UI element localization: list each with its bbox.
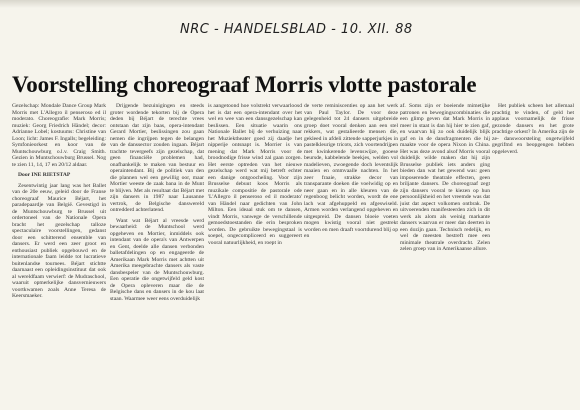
paragraph: Zesentwintig jaar lang was het Ballet van de 20e eeuw, geleid door de Franse choreograaf Maurice Béjart, het paradepaardje van België. Gevestigd in de Muntschouwburg te Brussel uit ordertoneel van de Nationale Opera bracht het gezelschap talloze spectaculaire voorstellingen, gedanst door een schitterend ensemble van dansers. Er werd een zeer groot en enthousiast publiek opgebouwd en de internationale faam leidde tot lucratieve buitenlandse tournees. Béjart stichtte daarnaast een opleidingsinstituut dat ook al wereldfaam verwierf: de Mudraschool, waaruit opmerkelijke dansvernieuwers voortkwamen zoals Anne Teresa de Keersmaeker.	[12, 182, 106, 299]
article-byline: Door INE RIETSTAP	[18, 172, 71, 178]
paragraph: Drijgende bezuinigingen en steeds groter wordende tekorten bij de Opera deden bij Béjart de terechte vrees ontstaan dat zijn baas, opera-intendant Gerard Mortier, beslissingen zou gaan nemen die ingrijpen tegen de belangen van de danssector zouden ingaan. Béjart trachtte tevergeefs zijn gezelschap, dat geen financiële problemen had, onafhankelijk te maken van bestuur en operaintendant. Bij de politiek van den die plannen wel een gewillig oor, maar Mortier weeste de zaak bana in de Munt te blijven. Met als resultaat dat Béjart met zijn dansers in 1987 naar Lausanne vertrok, de Belgische danswereld ontredderd achterlatend.	[110, 103, 204, 213]
scan-edge-shadow	[0, 0, 580, 8]
handwritten-dateline: NRC - HANDELSBLAD - 10. XII. 88	[180, 22, 413, 37]
article-column-2	[110, 103, 204, 363]
production-credits: Gezelschap: Mondale Dance Group Mark Morris met L'Allegro il penseroso ed il moderato. Choreografie: Mark Morris; muziek: Georg Friedrich Händel; decor: Adrianne Lobel; kostuums: Christine van Loon; licht: James F. Ingalls; begeleiding: Symfonieorkest en koor van de Muntschouwburg o.l.v. Craig Smith. Gezien in Muntschouwburg Brussel. Nog te zien 11, 14, 17 en 20/12 aldaar.	[12, 103, 106, 168]
paragraph: is aangetoond hoe volstrekt verwaarloosd het is dat een opera-intendant over het wel en wee van een danssgezelschap kan beslissen. Een situatie waarin ons Nationale Ballet bij de verhuizing naar het Muziektheater goed zij daadje het nipperije ontsnapt is. Morrier is van mening dat Mark Morris voor de broodnodige frisse wind zal gaan zorgen. Het eerste optreden van het nieuwe gezelschap werd wat mij betreft echter een danige ontgoocheling. Voor zijn Brusselse debuut koos Morris als muzikale compositie de pastorale ode 'L'Allegro il penseroso ed il moderato' van Händel naar gedichten van John Milton. Een ideaal stuk om te dansen, vindt Morris, vanwege de verschillende gemoedstoestanden die erin besproken worden. De gebruikte bewegingstaal is soepel, ongecompliceerd en suggereert vooral natuurlijkheid, en roept in	[208, 103, 302, 246]
paragraph: Het publiek scheen het allemaal prachtig te vinden, of geld het applaus voornamelijk de frisse gezonde dansers en het grote prachtige orkest? In Amerika zijn de ze- danswoorsteling ongetwijfeld gegrifmd en beopgengen hebben opgeleverd.	[492, 103, 574, 155]
article-column-3	[208, 103, 302, 323]
article-column-1	[12, 103, 106, 333]
article-column-5	[400, 103, 490, 353]
paragraph: de verte reminiscenties op aan het werk van Paul Taylor. De voor deze gelegenheid tot 24 dansers uitgebreide groep doet vooral denken aan een stel rekkers, wat gestalieerde mensen die, gekleed in afdeli zittende sapperjurkjes in pastelkleurige tricots, zich voortendrijpen met kwinkerende levenswijze, gooese beursde, kabbelende beekjes, welden vol madelieven, zwoegende doch leventslijk maaien en ommvaalle nachten. In het zeer fraaie, strakke decor van transparante doeken die voelwidig op en neer gaan en in alle kleuren van de regenboog belicht worden, wordt de ene lach wat afgehuppeld en afgeswiseld. Armen worden verlangend opgeheven en uitgespreid. De dansen bloeie voeten mogen kwistig vooral niet gestrekt worden en men draaft voortdurend blij op en	[304, 103, 398, 239]
article-column-6	[492, 103, 574, 353]
article-headline: Voorstelling choreograaf Morris vlotte pastorale	[12, 72, 477, 97]
paragraph: Want wat Béjart al vreesde werd bewaarheid: de Muntschool werd opgeheven en Mortier, inmiddels ook intendant van de opera's van Antwerpen en Gent, deelde alle dansen verbonden balletafdelingen op en engageerde de Amerikaan Mark Morris met achtten uit Amerika meegebrachte dansers als vaste dansbespeler van de Muntschouwburg. Een operatie die ongetwijfeld geld kost de Opera opleveren maar die de Belgische dans en dansers in de kou laat staan. Waarmee weer eens overduidelijk	[110, 217, 204, 302]
article-column-4	[304, 103, 398, 303]
paragraph: af. Soms zijn er boeiende mimetijke patronen en bewegingscombinaties die een glimp geven dat Mark Morris in meer in staat is dan hij hier te zien gaf, en waarvan hij zo ook duidelijk blijk gaf en in de dansfragmenten die hij maakte voor de opera Nixon in China. Het was deze avond alsof Morris vooral duidelijk wilde maken dat hij zijn Brusselse publiek iets anders ging bieden dan wat het gewend was: geen imposerende theatrale effecten, geen briljante dansers. De choreograaf zegt zijn dansers vooral te kiezen op hun persoonlijkheid en het vreemde was dat juist dat aspect volkomen ontbrak. De uitvoerenden manifesteerden zich in dit werk als alom als weinig markante dansers waarvan er meer dan deerten in een dozijn gaan. Technisch redelijk, en wel de meesten bestreft mee een minimale theatrale overdracht. Zelen zelen groep van in Amerikaanse allure.	[400, 103, 490, 252]
